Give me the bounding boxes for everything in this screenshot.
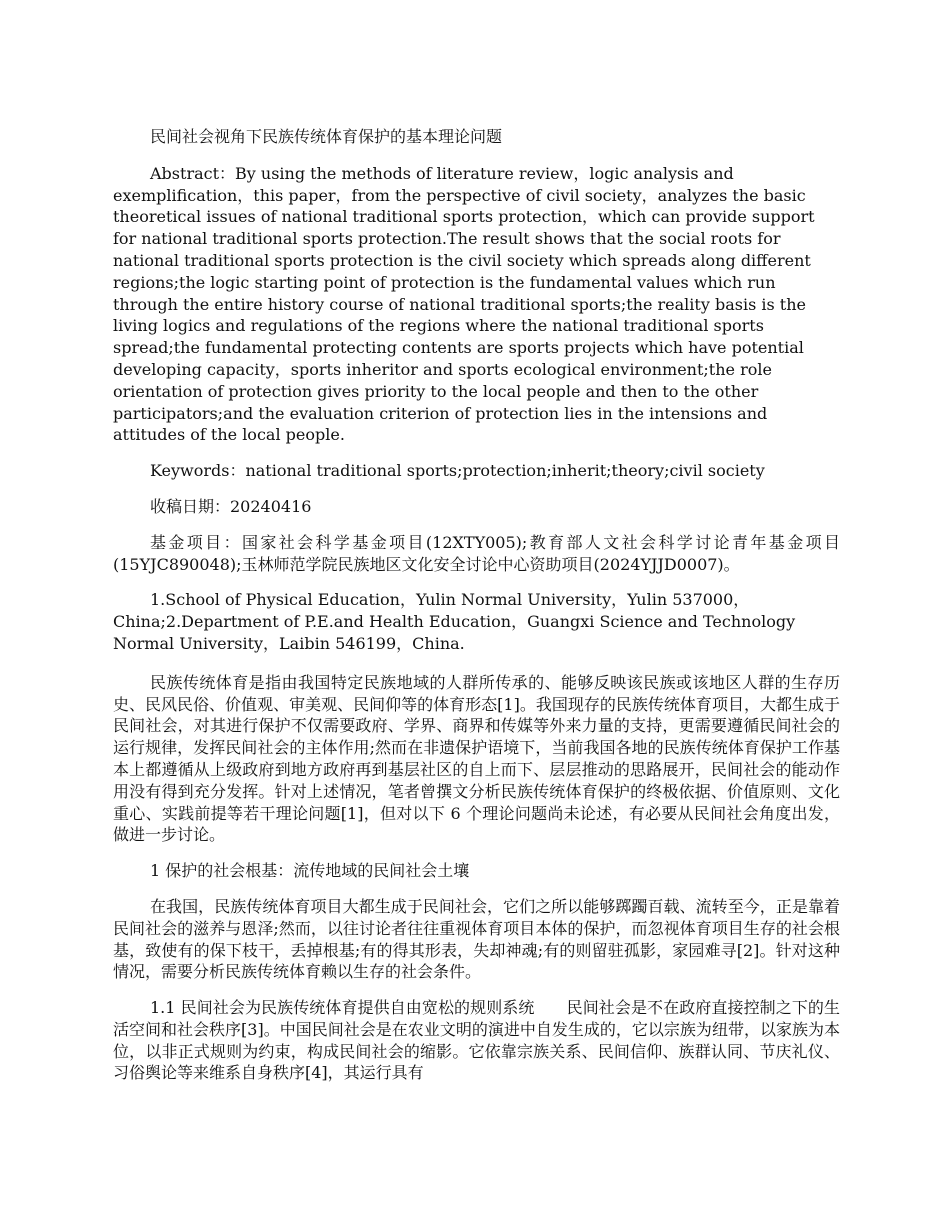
- section-1-heading: 1 保护的社会根基：流传地域的民间社会土壤: [150, 861, 470, 881]
- document-page: [113, 126, 840, 1098]
- keywords-line: Keywords：national traditional sports;protection;inherit;theory;civil society: [150, 461, 765, 481]
- section-1-paragraph: 在我国，民族传统体育项目大都生成于民间社会，它们之所以能够踯躅百载、流转至今，正是靠着民间社会的滋养与恩泽;然而，以往讨论者往往重视体育项目本体的保护，而忽视体育项目生存的社会根基，致使有的保下枝干，丢掉根基;有的得其形表，失却神魂;有的则留驻孤影，家园难寻[2]。针对这种情况，需要分析民族传统体育赖以生存的社会条件。: [113, 896, 840, 982]
- abstract-paragraph: Abstract：By using the methods of literature review，logic analysis and exemplification，this paper，from the perspective of civil society，analyzes the basic theoretical issues of national traditional sports protection，which can provide support for national traditional sports protection.The result shows that the social roots for national traditional sports protection is the civil society which spreads along different regions;the logic starting point of protection is the fundamental values which run through the entire history course of national traditional sports;the reality basis is the living logics and regulations of the regions where the national traditional sports spread;the fundamental protecting contents are sports projects which have potential developing capacity，sports inheritor and sports ecological environment;the role orientation of protection gives priority to the local people and then to the other participators;and the evaluation criterion of protection lies in the intensions and attitudes of the local people.: [113, 163, 815, 445]
- affiliation-paragraph: 1.School of Physical Education，Yulin Normal University，Yulin 537000，China;2.Department of P.E.and Health Education，Guangxi Science and Technology Normal University，Laibin 546199，China.: [113, 590, 796, 653]
- section-1-1-paragraph: 1.1 民间社会为民族传统体育提供自由宽松的规则系统 民间社会是不在政府直接控制之下的生活空间和社会秩序[3]。中国民间社会是在农业文明的演进中自发生成的，它以宗族为纽带，以家族为本位，以非正式规则为约束，构成民间社会的缩影。它依靠宗族关系、民间信仰、族群认同、节庆礼仪、习俗舆论等来维系自身秩序[4]，其运行具有: [113, 998, 840, 1083]
- document-title: 民间社会视角下民族传统体育保护的基本理论问题: [150, 127, 503, 146]
- received-date: 收稿日期：20240416: [150, 496, 312, 516]
- fund-paragraph: 基金项目：国家社会科学基金项目(12XTY005);教育部人文社会科学讨论青年基金项目(15YJC890048);玉林师范学院民族地区文化安全讨论中心资助项目(2024YJJD0007)。: [113, 532, 840, 574]
- intro-paragraph: 民族传统体育是指由我国特定民族地域的人群所传承的、能够反映该民族或该地区人群的生存历史、民风民俗、价值观、审美观、民间仰等的体育形态[1]。我国现存的民族传统体育项目，大都生成于民间社会，对其进行保护不仅需要政府、学界、商界和传媒等外来力量的支持，更需要遵循民间社会的运行规律，发挥民间社会的主体作用;然而在非遗保护语境下，当前我国各地的民族传统体育保护工作基本上都遵循从上级政府到地方政府再到基层社区的自上而下、层层推动的思路展开，民间社会的能动作用没有得到充分发挥。针对上述情况，笔者曾撰文分析民族传统体育保护的终极依据、价值原则、文化重心、实践前提等若干理论问题[1]，但对以下 6 个理论问题尚未论述，有必要从民间社会角度出发，做进一步讨论。: [113, 672, 840, 845]
